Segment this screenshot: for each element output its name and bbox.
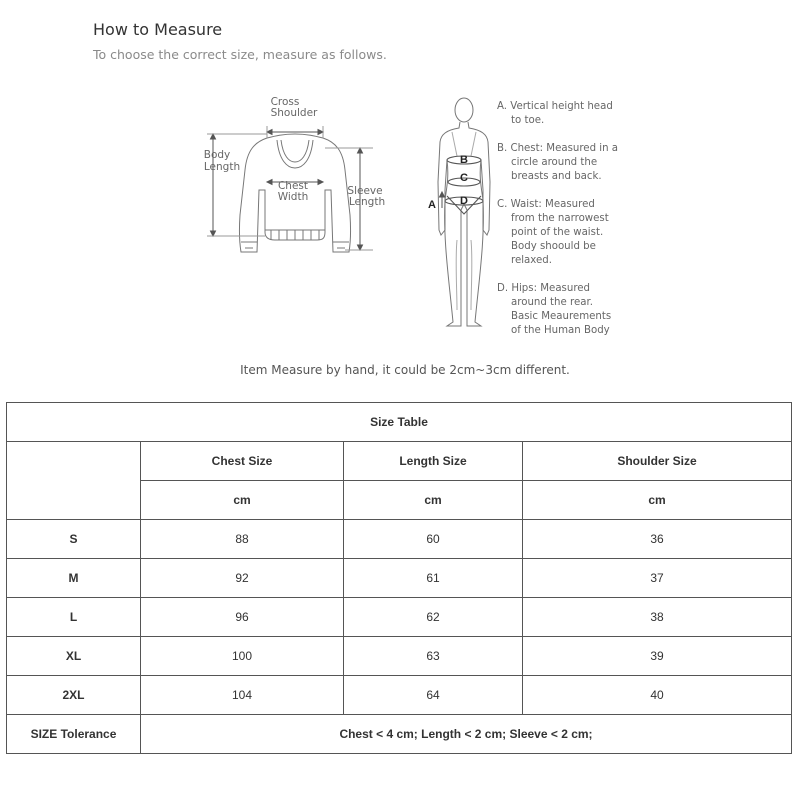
body-drawing [438,98,490,326]
unit-length: cm [344,481,523,520]
table-row [7,559,792,598]
unit-shoulder: cm [523,481,792,520]
label-chest-width-2: Width [277,191,309,203]
chest-value: 88 [141,520,344,559]
table-row [7,598,792,637]
label-sleeve-length-1: Sleeve [347,185,383,197]
table-title-row [7,403,792,442]
size-table [6,402,792,754]
label-chest-width-1: Chest [277,180,309,192]
marker-c: C [460,172,468,184]
label-sleeve-length-2: Length [348,196,386,208]
header-shoulder: Shoulder Size [523,442,792,481]
marker-a: A [428,199,436,211]
tolerance-value: Chest < 4 cm; Length < 2 cm; Sleeve < 2 cm; [141,715,792,754]
legend-item-c: C. Waist: Measured from the narrowest point of the waist. Body shoould be relaxed. [497,199,609,266]
size-label: L [7,598,141,637]
table-row [7,637,792,676]
header-length: Length Size [344,442,523,481]
table-title: Size Table [7,403,792,442]
label-cross-shoulder-2: Shoulder [270,107,318,119]
length-value: 62 [344,598,523,637]
marker-d: D [460,195,468,207]
chest-value: 96 [141,598,344,637]
length-value: 64 [344,676,523,715]
height-arrow [440,192,445,208]
legend-item-b: B. Chest: Measured in a circle around the breasts and back. [497,143,619,182]
legend-item-a: A. Vertical height head to toe. [497,101,613,126]
shoulder-value: 38 [523,598,792,637]
page-title: How to Measure [93,20,223,39]
label-cross-shoulder-1: Cross [270,96,300,108]
table-corner-cell [7,442,141,520]
label-body-length-1: Body [203,149,231,161]
chest-value: 100 [141,637,344,676]
chest-value: 104 [141,676,344,715]
shoulder-value: 36 [523,520,792,559]
length-value: 63 [344,637,523,676]
size-label: S [7,520,141,559]
label-body-length-2: Length [203,161,241,173]
measure-note: Item Measure by hand, it could be 2cm~3cm different. [240,363,570,377]
table-header-row [7,442,792,481]
size-label: M [7,559,141,598]
measurement-legend [497,100,625,352]
shoulder-value: 37 [523,559,792,598]
length-value: 61 [344,559,523,598]
header-chest: Chest Size [141,442,344,481]
table-row [7,676,792,715]
marker-b: B [460,154,468,166]
size-label: 2XL [7,676,141,715]
table-row [7,520,792,559]
size-label: XL [7,637,141,676]
shoulder-value: 40 [523,676,792,715]
unit-chest: cm [141,481,344,520]
chest-value: 92 [141,559,344,598]
legend-item-d: D. Hips: Measured around the rear. Basic Meaurements of the Human Body [497,283,612,336]
length-value: 60 [344,520,523,559]
tolerance-row [7,715,792,754]
tolerance-label: SIZE Tolerance [7,715,141,754]
page-subtitle: To choose the correct size, measure as follows. [93,47,387,62]
shoulder-value: 39 [523,637,792,676]
